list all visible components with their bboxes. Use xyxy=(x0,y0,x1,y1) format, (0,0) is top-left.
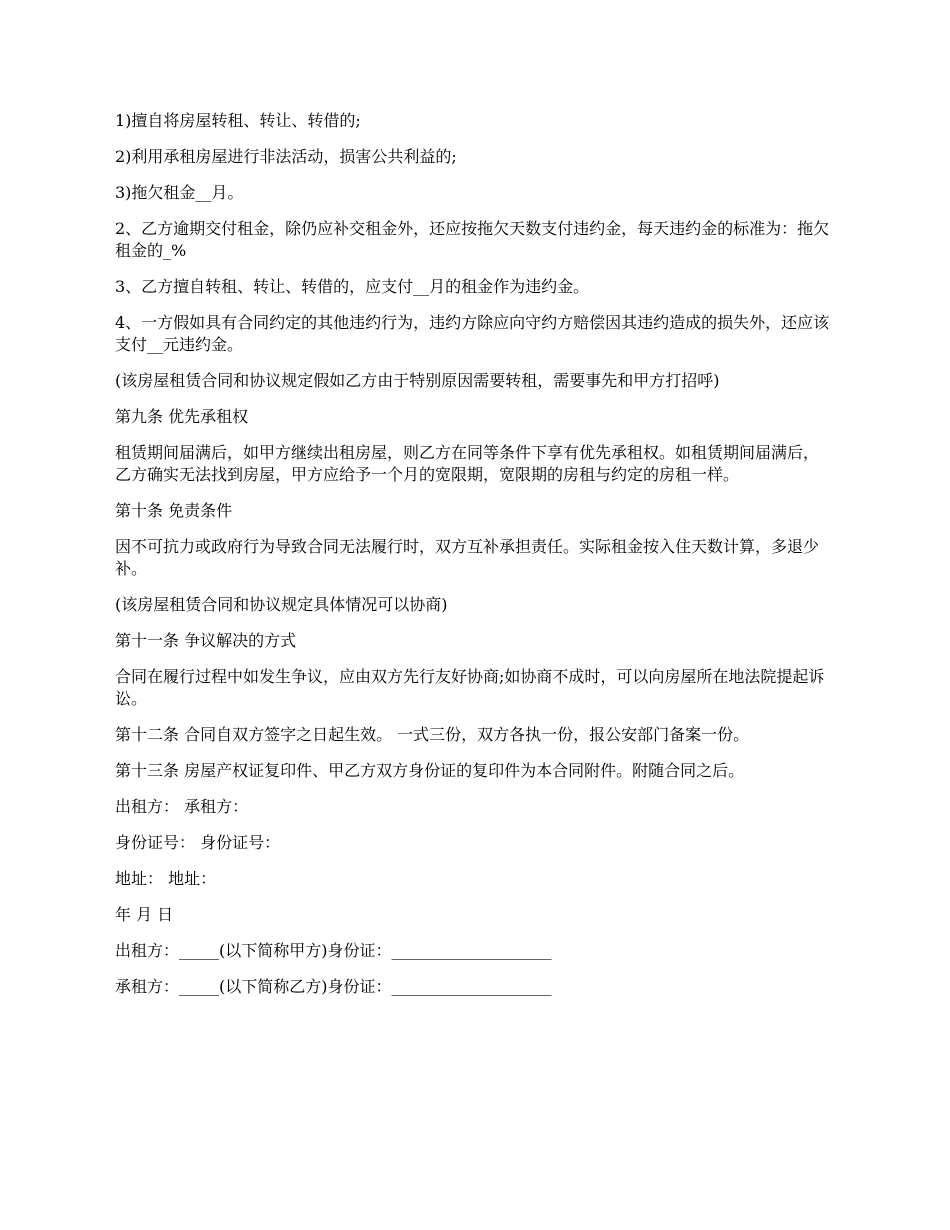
lessor-line: 出租方：_____(以下简称甲方)身份证：____________________ xyxy=(115,941,552,960)
signature-date: 年 月 日 xyxy=(115,905,174,924)
signature-parties: 出租方： 承租方： xyxy=(115,797,249,816)
article-9-heading: 第九条 优先承租权 xyxy=(115,407,249,426)
article-9-body: 租赁期间届满后，如甲方继续出租房屋，则乙方在同等条件下享有优先承租权。如租赁期间届满后，乙方确实无法找到房屋，甲方应给予一个月的宽限期，宽限期的房租与约定的房租一样。 xyxy=(115,443,820,484)
article-11-body: 合同在履行过程中如发生争议，应由双方先行友好协商;如协商不成时，可以向房屋所在地法院提起诉讼。 xyxy=(115,667,825,708)
article-11-heading: 第十一条 争议解决的方式 xyxy=(115,631,297,650)
signature-id-numbers: 身份证号： 身份证号： xyxy=(115,833,281,852)
article-10-body: 因不可抗力或政府行为导致合同无法履行时，双方互补承担责任。实际租金按入住天数计算，多退少补。 xyxy=(115,537,820,578)
clause-item-1: 1)擅自将房屋转租、转让、转借的; xyxy=(115,111,361,130)
document-body xyxy=(115,110,833,1012)
lessee-line: 承租方：_____(以下简称乙方)身份证：____________________ xyxy=(115,977,552,996)
other-breach-penalty: 4、一方假如具有合同约定的其他违约行为，违约方除应向守约方赔偿因其违约造成的损失外，还应该支付__元违约金。 xyxy=(115,313,830,354)
clause-item-2: 2)利用承租房屋进行非法活动，损害公共利益的; xyxy=(115,147,457,166)
clause-item-3: 3)拖欠租金__月。 xyxy=(115,183,244,202)
negotiation-note: (该房屋租赁合同和协议规定具体情况可以协商) xyxy=(115,595,448,614)
sublet-note: (该房屋租赁合同和协议规定假如乙方由于特别原因需要转租，需要事先和甲方打招呼) xyxy=(115,371,720,390)
sublet-penalty: 3、乙方擅自转租、转让、转借的，应支付__月的租金作为违约金。 xyxy=(115,277,590,296)
signature-addresses: 地址： 地址： xyxy=(115,869,217,888)
article-13: 第十三条 房屋产权证复印件、甲乙方双方身份证的复印件为本合同附件。附随合同之后。 xyxy=(115,761,745,780)
article-12: 第十二条 合同自双方签字之日起生效。 一式三份，双方各执一份，报公安部门备案一份。 xyxy=(115,725,750,744)
article-10-heading: 第十条 免责条件 xyxy=(115,501,233,520)
late-rent-penalty: 2、乙方逾期交付租金，除仍应补交租金外，还应按拖欠天数支付违约金，每天违约金的标准为：拖欠租金的_% xyxy=(115,219,830,260)
